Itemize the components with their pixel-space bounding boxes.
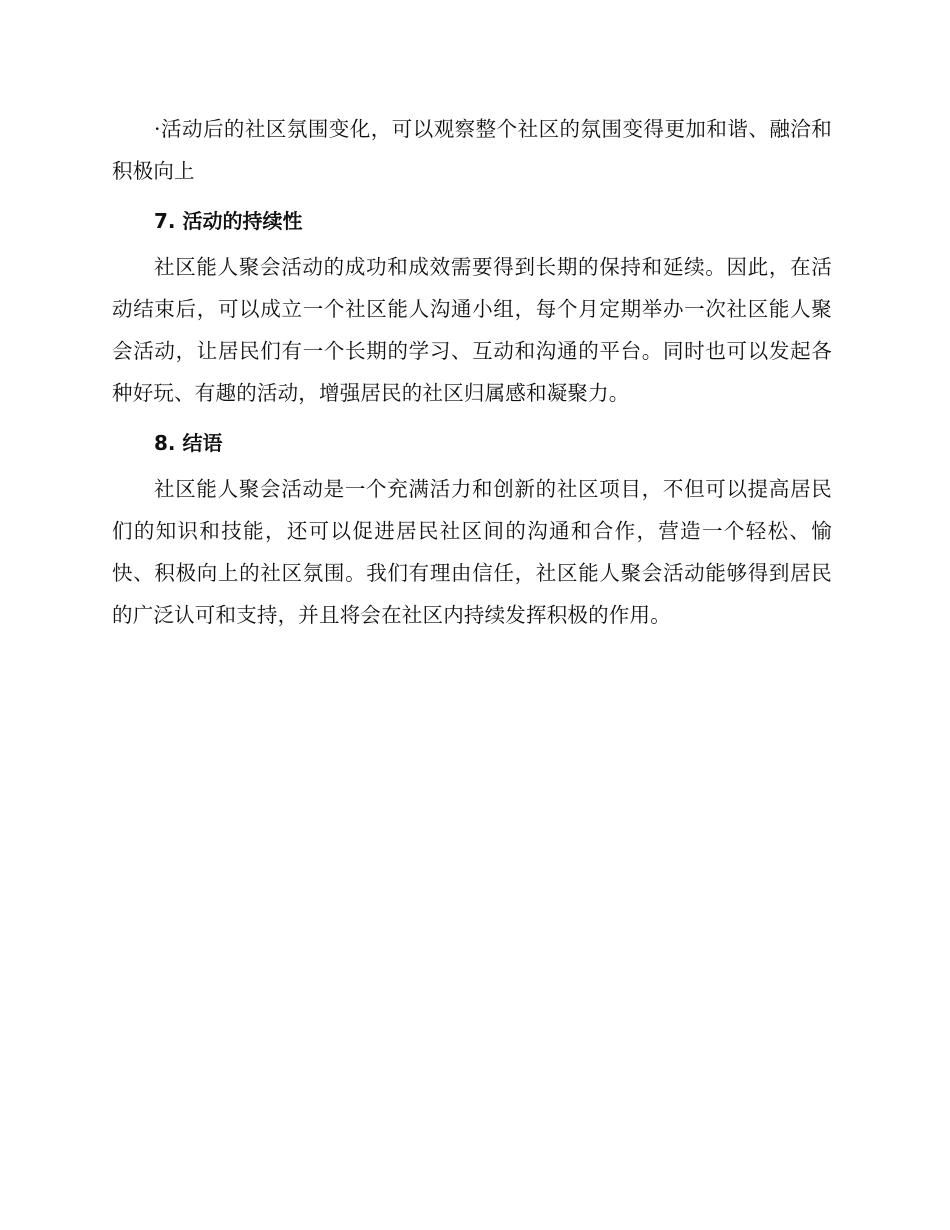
section-heading-sustainability: 7. 活动的持续性: [154, 209, 303, 233]
document-content: [112, 108, 832, 648]
bullet-paragraph: ·活动后的社区氛围变化，可以观察整个社区的氛围变得更加和谐、融洽和积极向上: [112, 117, 832, 183]
section-body-sustainability: 社区能人聚会活动的成功和成效需要得到长期的保持和延续。因此，在活动结束后，可以成立一个社区能人沟通小组，每个月定期举办一次社区能人聚会活动，让居民们有一个长期的学习、互动和沟通的平台。同时也可以发起各种好玩、有趣的活动，增强居民的社区归属感和凝聚力。: [112, 255, 832, 405]
section-heading-conclusion: 8. 结语: [154, 431, 223, 455]
section-body-conclusion: 社区能人聚会活动是一个充满活力和创新的社区项目，不但可以提高居民们的知识和技能，还可以促进居民社区间的沟通和合作，营造一个轻松、愉快、积极向上的社区氛围。我们有理由信任，社区能人聚会活动能够得到居民的广泛认可和支持，并且将会在社区内持续发挥积极的作用。: [112, 477, 832, 627]
